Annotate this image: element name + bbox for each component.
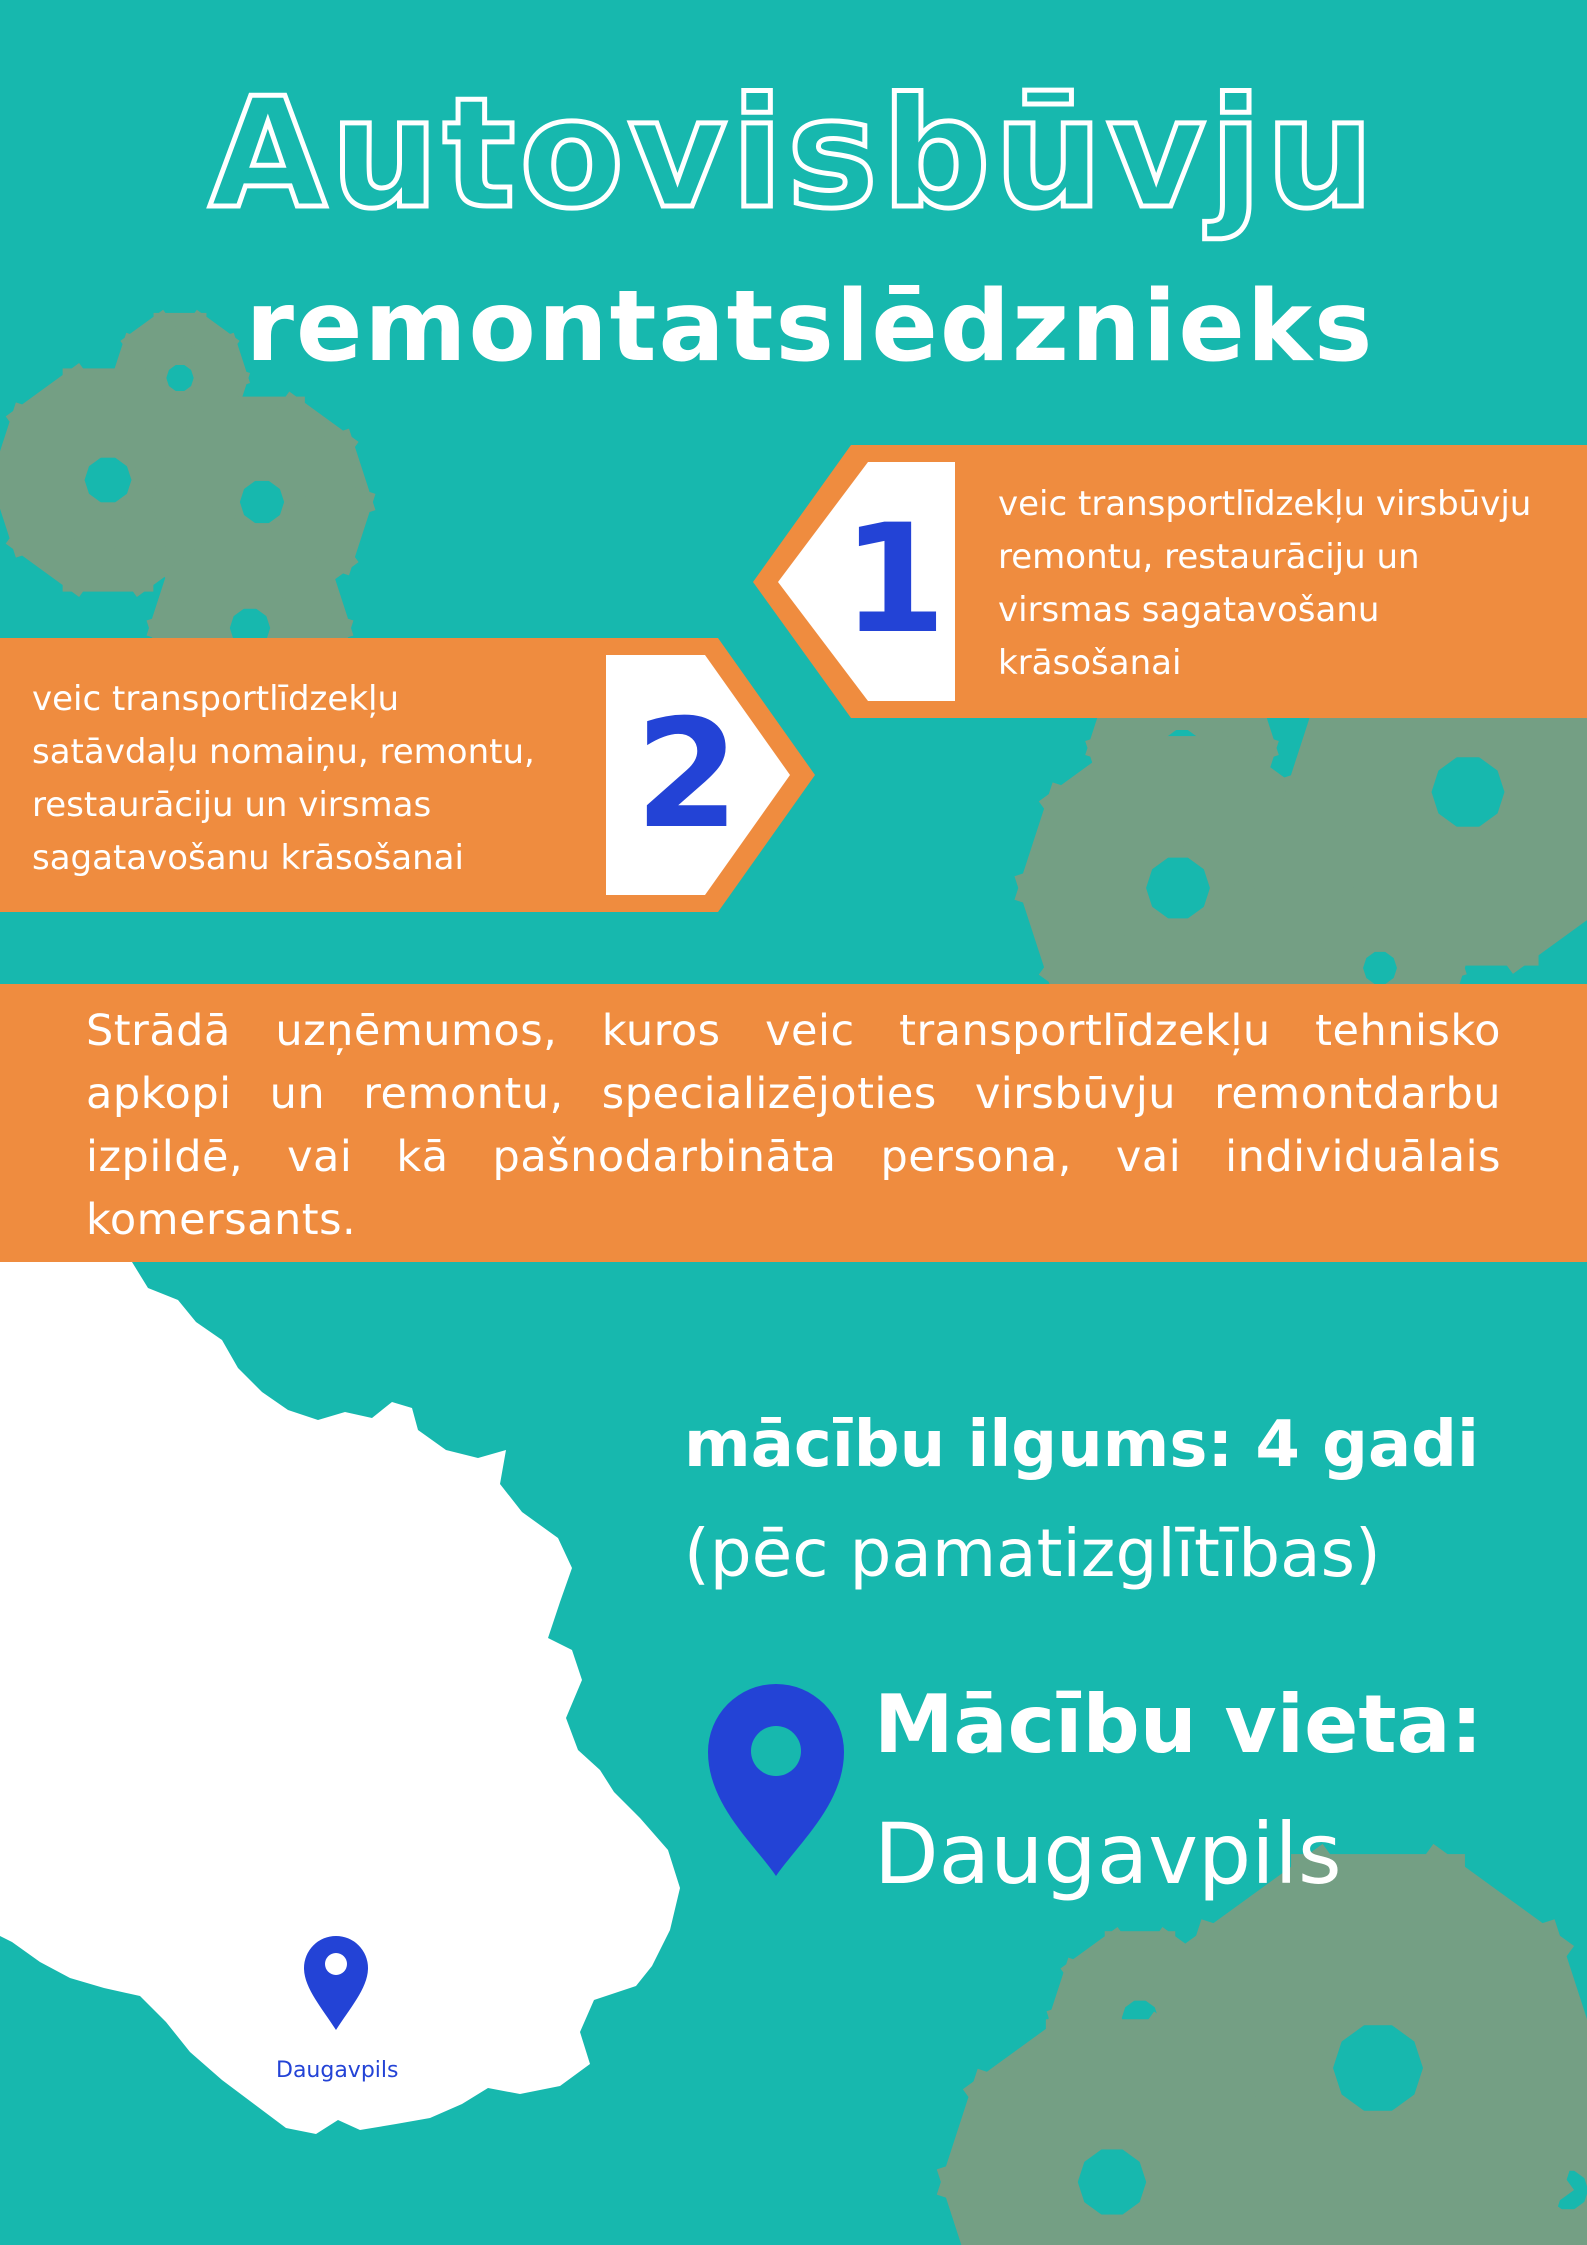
- step2-text: veic transportlīdzekļu satāvdaļu nomaiņu, remontu, restaurāciju un virsmas sagatavošanu krāsošanai: [32, 679, 535, 878]
- workplace-text: Strādā uzņēmumos, kuros veic transportlīdzekļu tehnisko apkopi un remontu, specializējoties virsbūvju remontdarbu izpildē, vai kā pašnodarbināta persona, vai individuālais komersants.: [86, 1006, 1501, 1245]
- gear-icon: [1504, 2125, 1587, 2245]
- map-city-label: Daugavpils: [276, 2058, 399, 2083]
- gear-icon: [1003, 2072, 1221, 2245]
- step1-number: 1: [842, 493, 947, 667]
- step2-number: 2: [635, 688, 740, 862]
- page-title: Autovisbūvju: [209, 65, 1378, 242]
- step1-text: veic transportlīdzekļu virsbūvju remontu, restaurāciju un virsmas sagatavošanu krāsošanai: [998, 484, 1532, 683]
- location-pin-icon: [708, 1684, 844, 1876]
- location-label: Mācību vieta:: [874, 1678, 1483, 1771]
- duration-label: mācību ilgums: 4 gadi: [684, 1408, 1479, 1482]
- duration-note: (pēc pamatizglītības): [684, 1515, 1381, 1592]
- location-city: Daugavpils: [874, 1805, 1342, 1903]
- page-subtitle: remontatslēdznieks: [245, 270, 1375, 384]
- gear-icon: [1076, 785, 1280, 991]
